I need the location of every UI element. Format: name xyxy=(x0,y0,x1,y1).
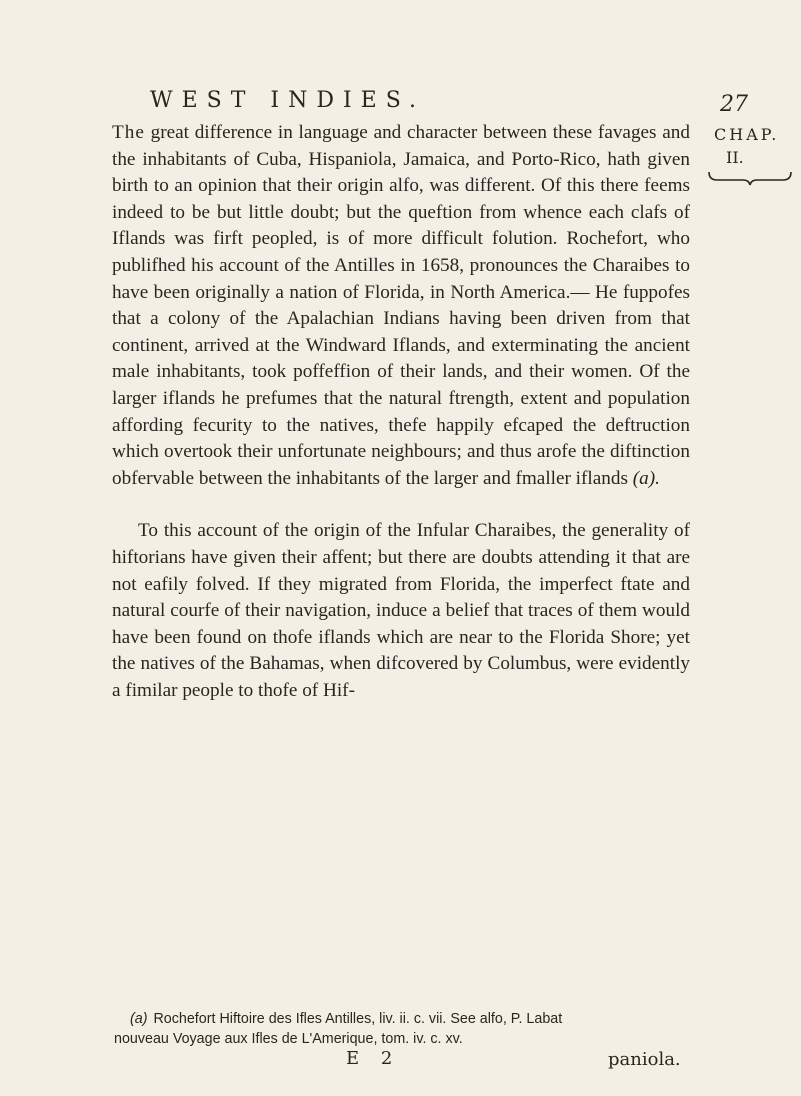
footnote-line-2: nouveau Voyage aux Ifles de L'Amerique, tom. iv. c. xv. xyxy=(114,1031,463,1047)
paragraph-1 xyxy=(112,120,690,492)
running-title: WEST INDIES. xyxy=(150,88,426,113)
footnote-line-1: Rochefort Hiftoire des Ifles Antilles, liv. ii. c. vii. See alfo, P. Labat xyxy=(153,1011,563,1027)
paragraph-1-text: great difference in language and character between these favages and the inhabitants of Cuba, Hispaniola, Jamaica, and Porto-Rico, hath given birth to an opinion that their origin alfo, was different. Of this there feems indeed to be but little doubt; but the queftion from whence each clafs of Iflands was firft peopled, is of more difficult folution. Rochefort, who publifhed his account of the Antilles in 1658, pronounces the Charaibes to have been originally a nation of Florida, in North America.— He fuppofes that a colony of the Apalachian Indians having been driven from that continent, arrived at the Windward Iflands, and exterminating the ancient male inhabitants, took poffeffion of their lands, and their women. Of the larger iflands he prefumes that the natural ftrength, extent and population affording fecurity to the natives, thefe happily efcaped the deftruction which overtook their unfortunate neighbours; and thus arofe the diftinction obfervable between the inhabitants of the larger and fmaller iflands xyxy=(112,122,690,489)
chapter-brace-icon xyxy=(707,170,793,186)
paragraph-2: To this account of the origin of the Infular Charaibes, the generality of hiftorians have given their affent; but there are doubts attending it that are not eafily folved. If they migrated from Florida, the imperfect ftate and natural courfe of their navigation, induce a belief that traces of them would have been found on thofe iflands which are near to the Florida Shore; yet the natives of the Bahamas, when difcovered by Columbus, were evidently a fimilar people to thofe of Hif- xyxy=(112,520,690,701)
body-text xyxy=(112,120,690,704)
chapter-label: CHAP. xyxy=(714,125,780,144)
page-number: 27 xyxy=(720,92,748,117)
printer-signature: E 2 xyxy=(346,1048,401,1069)
footnote-reference: (a). xyxy=(632,467,660,489)
chapter-number: II. xyxy=(726,148,744,167)
footnote-mark: (a) xyxy=(130,1011,148,1027)
footnote xyxy=(114,1009,710,1049)
paragraph-lead: The xyxy=(112,122,145,143)
catchword: paniola. xyxy=(608,1049,681,1070)
